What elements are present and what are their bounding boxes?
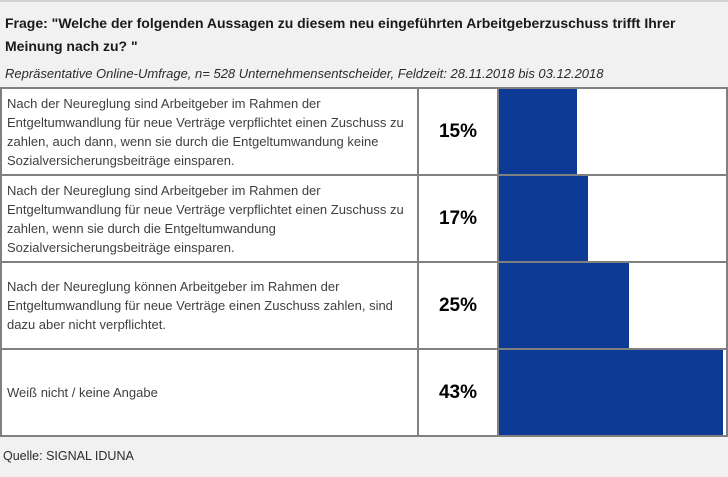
bar	[499, 89, 577, 174]
bar-track	[499, 176, 726, 261]
bar-track	[499, 263, 726, 348]
value-label: 25%	[419, 263, 499, 348]
source-caption: Quelle: SIGNAL IDUNA	[3, 449, 134, 463]
chart-subtitle: Repräsentative Online-Umfrage, n= 528 Unternehmensentscheider, Feldzeit: 28.11.2018 bis 03.12.2018	[5, 66, 604, 81]
statement-text: Nach der Neureglung können Arbeitgeber im Rahmen der Entgeltumwandlung für neue Verträge einen Zuschuss zahlen, sind dazu aber nicht verpflichtet.	[2, 263, 419, 348]
bar-track	[499, 89, 726, 174]
table-row	[2, 176, 726, 263]
bar	[499, 350, 723, 435]
results-table	[0, 87, 728, 437]
table-row	[2, 89, 726, 176]
value-label: 17%	[419, 176, 499, 261]
table-row	[2, 263, 726, 350]
chart-header	[0, 2, 728, 82]
value-label: 43%	[419, 350, 499, 435]
bar	[499, 176, 588, 261]
statement-text: Nach der Neureglung sind Arbeitgeber im Rahmen der Entgeltumwandlung für neue Verträge verpflichtet einen Zuschuss zu zahlen, auch dann, wenn sie durch die Entgeltumwandung keine Sozialversicherungsbeiträge einsparen.	[2, 89, 419, 174]
bar	[499, 263, 629, 348]
chart-title: Frage: "Welche der folgenden Aussagen zu diesem neu eingeführten Arbeitgeberzuschuss trifft Ihrer Meinung nach zu? "	[5, 15, 676, 54]
statement-text: Nach der Neureglung sind Arbeitgeber im Rahmen der Entgeltumwandlung für neue Verträge verpflichtet einen Zuschuss zu zahlen, wenn sie durch die Entgeltumwandung Sozialversicherungsbeiträge einsparen.	[2, 176, 419, 261]
bar-track	[499, 350, 726, 435]
value-label: 15%	[419, 89, 499, 174]
statement-text: Weiß nicht / keine Angabe	[2, 350, 419, 435]
table-row	[2, 350, 726, 435]
